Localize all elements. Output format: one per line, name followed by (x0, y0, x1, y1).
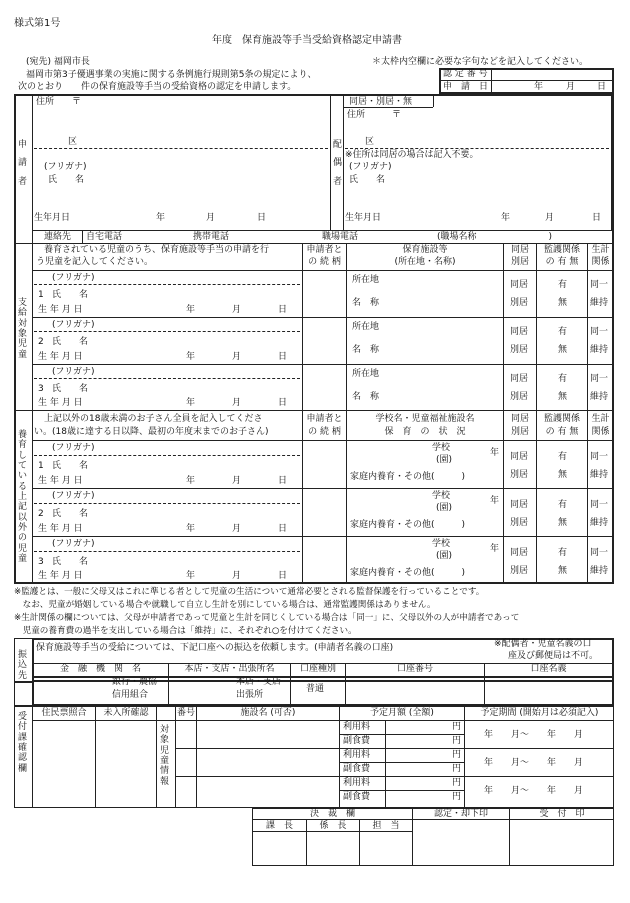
row-furigana: (フリガナ) (52, 539, 95, 549)
fee-label: 利用料 (343, 778, 371, 788)
cohab-value: 同居 (510, 452, 529, 462)
facility-head-reception: 施設名 (可否) (240, 708, 296, 718)
spouse-furigana: (フリガナ) (349, 162, 392, 172)
en-label: (園) (436, 551, 453, 561)
child-birth-label: 生 年 月 日 (38, 571, 83, 581)
home-care-label: 家庭内養育・その他( ) (350, 472, 466, 482)
location-label: 所在地 (352, 322, 380, 332)
reception-label: 受 付 課 確 認 欄 (18, 712, 28, 774)
transfer-text: 保育施設等手当の受給については、下記口座への振込を依頼します。(申請者名義の口座) (36, 643, 394, 653)
child-name-label: 氏 名 (52, 337, 89, 347)
nyusho-label: 未入所確認 (103, 708, 149, 718)
applicant-label: 申 請 者 (18, 140, 28, 187)
location-label: 所在地 (352, 275, 380, 285)
rel-head-2: の 続 柄 (308, 427, 341, 437)
period-head: 予定期間 (開始月は必須記入) (480, 708, 599, 718)
birth-year: 年 (186, 571, 196, 581)
spouse-birth-year: 年 (501, 213, 511, 223)
livelihood-head-1: 生計 (591, 245, 610, 255)
acct-type-value: 普通 (306, 684, 325, 694)
birth-month: 月 (232, 352, 242, 362)
apply-date-label: 申 請 日 (443, 82, 489, 92)
grade-year: 年 (490, 544, 500, 554)
spouse-ku: 区 (365, 137, 375, 147)
facility-name-label: 名 称 (352, 345, 380, 355)
bank-head: 金 融 機 関 名 (59, 664, 141, 674)
acct-no-head: 口座番号 (396, 664, 433, 674)
branch-type-1: 本店・支店 (236, 677, 282, 687)
birth-day: 日 (278, 398, 288, 408)
num-head: 番号 (176, 708, 195, 718)
facility-name-label: 名 称 (352, 298, 380, 308)
apply-date-day: 日 (597, 82, 607, 92)
transfer-note-1: ※配偶者・児童名義の口 (494, 639, 592, 649)
period-text: 年 月〜 年 月 (484, 730, 584, 740)
school-label: 学校 (432, 443, 451, 453)
work-phone-label: 職場電話 (322, 232, 359, 242)
transfer-note-2: 座及び郵便局は不可。 (508, 651, 599, 661)
child-name-label: 氏 名 (52, 509, 89, 519)
row-furigana: (フリガナ) (52, 443, 95, 453)
livelihood-head-2: 関係 (591, 257, 610, 267)
cohab-head-2: 別居 (510, 427, 529, 437)
child-name-label: 氏 名 (52, 461, 89, 471)
juminhyo-label: 住民票照合 (41, 708, 87, 718)
birth-day: 日 (278, 571, 288, 581)
facility-name-label: 名 称 (352, 392, 380, 402)
note-4: 児童の養育費の過半を支出している場合は「維持」に、それぞれ○を付けてください。 (14, 626, 357, 636)
work-name-label: (職場名称 ) (437, 232, 553, 242)
en-label: (園) (436, 455, 453, 465)
supervise-head-1: 監護関係 (543, 414, 580, 424)
cohab-head-1: 同居 (510, 414, 529, 424)
row-furigana: (フリガナ) (52, 273, 95, 283)
section2-head-2: い。(18歳に達する日以降、最初の年度末までのお子さん) (34, 427, 269, 437)
row-number: 3 (38, 384, 44, 394)
row-number: 3 (38, 557, 44, 567)
addressee: (宛先) 福岡市長 (26, 57, 90, 67)
row-furigana: (フリガナ) (52, 320, 95, 330)
rel-head-1: 申請者と (306, 414, 343, 424)
fill-note: ＊太枠内空欄に必要な字句などを記入してください。 (372, 57, 589, 67)
nashi-value: 無 (558, 566, 568, 576)
cohab-value: 同居 (510, 280, 529, 290)
note-1: ※監護とは、一般に父母又はこれに準じる者として児童の生活について通常必要とされる監督保護を行っていることです。 (14, 587, 485, 597)
home-care-label: 家庭内養育・その他( ) (350, 568, 466, 578)
nashi-value: 無 (558, 345, 568, 355)
yen-label: 円 (452, 722, 462, 732)
spouse-address-label: 住所 〒 (347, 110, 402, 120)
apply-date-year: 年 (534, 82, 544, 92)
cohab-head-2: 別居 (510, 257, 529, 267)
school-label: 学校 (432, 539, 451, 549)
section1-label: 支 給 対 象 児 童 (18, 298, 28, 360)
row-furigana: (フリガナ) (52, 491, 95, 501)
cohab-value: 同居 (510, 327, 529, 337)
maintain-value: 維持 (590, 470, 609, 480)
applicant-ku: 区 (68, 137, 78, 147)
period-text: 年 月〜 年 月 (484, 786, 584, 796)
maintain-value: 維持 (590, 298, 609, 308)
applicant-name-label: 氏 名 (48, 175, 85, 185)
separate-value: 別居 (510, 298, 529, 308)
nashi-value: 無 (558, 518, 568, 528)
row-furigana: (フリガナ) (52, 367, 95, 377)
school-label: 学校 (432, 491, 451, 501)
fee-label: 利用料 (343, 750, 371, 760)
child-name-label: 氏 名 (52, 290, 89, 300)
branch-head: 本店・支店・出張所名 (184, 664, 275, 674)
applicant-birth-year: 年 (156, 213, 166, 223)
ari-value: 有 (558, 548, 568, 558)
birth-day: 日 (278, 476, 288, 486)
yen-label: 円 (452, 736, 462, 746)
grade-year: 年 (490, 496, 500, 506)
child-birth-label: 生 年 月 日 (38, 524, 83, 534)
applicant-birth-label: 生年月日 (34, 213, 71, 223)
separate-value: 別居 (510, 518, 529, 528)
child-birth-label: 生 年 月 日 (38, 476, 83, 486)
birth-month: 月 (232, 398, 242, 408)
decision-head: 決 裁 欄 (309, 809, 355, 819)
cohab-head-1: 同居 (510, 245, 529, 255)
role-subsection-chief: 係 長 (319, 821, 347, 831)
birth-day: 日 (278, 305, 288, 315)
same-value: 同一 (590, 374, 609, 384)
section2-label: 養 育 し て い る 上 記 以 外 の 児 童 (18, 430, 28, 565)
row-number: 1 (38, 290, 44, 300)
home-care-label: 家庭内養育・その他( ) (350, 520, 466, 530)
transfer-label: 振 込 先 (18, 650, 28, 681)
spouse-name-label: 氏 名 (349, 175, 386, 185)
school-head-1: 学校名・児童福祉施設名 (375, 414, 475, 424)
birth-year: 年 (186, 476, 196, 486)
yen-label: 円 (452, 750, 462, 760)
spouse-label: 配 偶 者 (333, 140, 343, 187)
applicant-birth-day: 日 (257, 213, 267, 223)
same-value: 同一 (590, 500, 609, 510)
yen-label: 円 (452, 778, 462, 788)
period-text: 年 月〜 年 月 (484, 758, 584, 768)
ari-value: 有 (558, 280, 568, 290)
birth-year: 年 (186, 398, 196, 408)
birth-month: 月 (232, 571, 242, 581)
grade-year: 年 (490, 448, 500, 458)
mobile-phone-label: 携帯電話 (193, 232, 230, 242)
role-staff: 担 当 (372, 821, 400, 831)
same-value: 同一 (590, 327, 609, 337)
ari-value: 有 (558, 327, 568, 337)
nashi-value: 無 (558, 392, 568, 402)
rel-head-1: 申請者と (306, 245, 343, 255)
cohab-value: 同居 (510, 500, 529, 510)
facility-head-2: (所在地・名称) (394, 257, 456, 267)
separate-value: 別居 (510, 470, 529, 480)
bank-type-1: 銀行・農協 (112, 677, 158, 687)
section1-head-2: う児童を記入してください。 (36, 257, 154, 267)
maintain-value: 維持 (590, 345, 609, 355)
row-number: 1 (38, 461, 44, 471)
applicant-address-label: 住所 〒 (36, 97, 82, 107)
school-head-2: 保 育 の 状 況 (384, 427, 466, 437)
birth-day: 日 (278, 524, 288, 534)
maintain-value: 維持 (590, 392, 609, 402)
spouse-cohabit-label: 同居・別居・無 (349, 97, 413, 107)
en-label: (園) (436, 503, 453, 513)
role-section-chief: 課 長 (265, 821, 293, 831)
same-value: 同一 (590, 280, 609, 290)
fee-label: 副食費 (343, 792, 371, 802)
ari-value: 有 (558, 374, 568, 384)
birth-year: 年 (186, 352, 196, 362)
birth-year: 年 (186, 305, 196, 315)
note-3: ※生計関係の欄については、父母が申請者であって児童と生計を同じくしている場合は「同一」に、父母以外の人が申請者であって (14, 613, 520, 623)
ari-value: 有 (558, 452, 568, 462)
separate-value: 別居 (510, 345, 529, 355)
child-name-label: 氏 名 (52, 384, 89, 394)
fee-label: 副食費 (343, 764, 371, 774)
acct-type-head: 口座種別 (299, 664, 336, 674)
yen-label: 円 (452, 792, 462, 802)
birth-month: 月 (232, 476, 242, 486)
amount-head: 予定月額 (全額) (370, 708, 434, 718)
location-label: 所在地 (352, 369, 380, 379)
form-title: 年度 保育施設等手当受給資格認定申請書 (212, 35, 402, 46)
row-number: 2 (38, 337, 44, 347)
cohab-value: 同居 (510, 548, 529, 558)
fee-label: 副食費 (343, 736, 371, 746)
applicant-furigana: (フリガナ) (44, 162, 87, 172)
branch-type-2: 出張所 (236, 690, 264, 700)
row-number: 2 (38, 509, 44, 519)
spouse-birth-label: 生年月日 (345, 213, 382, 223)
bank-type-2: 信用組合 (112, 690, 149, 700)
nashi-value: 無 (558, 298, 568, 308)
spouse-address-note: ※住所は同居の場合は記入不要。 (345, 150, 479, 160)
same-value: 同一 (590, 548, 609, 558)
same-value: 同一 (590, 452, 609, 462)
child-birth-label: 生 年 月 日 (38, 352, 83, 362)
intro-line-2: 次のとおり 件の保育施設等手当の受給資格の認定を申請します。 (18, 82, 297, 92)
cohab-value: 同居 (510, 374, 529, 384)
separate-value: 別居 (510, 392, 529, 402)
rel-head-2: の 続 柄 (308, 257, 341, 267)
applicant-birth-month: 月 (206, 213, 216, 223)
supervise-head-1: 監護関係 (543, 245, 580, 255)
target-info-label: 対 象 児 童 情 報 (160, 725, 170, 787)
home-phone-label: 自宅電話 (86, 232, 123, 242)
liaison-label: 連絡先 (44, 232, 72, 242)
maintain-value: 維持 (590, 518, 609, 528)
acct-name-head: 口座名義 (530, 664, 567, 674)
birth-day: 日 (278, 352, 288, 362)
maintain-value: 維持 (590, 566, 609, 576)
facility-head-1: 保育施設等 (402, 245, 448, 255)
ari-value: 有 (558, 500, 568, 510)
intro-line-1: 福岡市第3子優遇事業の実施に関する条例施行規則第5条の規定により、 (26, 70, 317, 80)
spouse-birth-day: 日 (592, 213, 602, 223)
fee-label: 利用料 (343, 722, 371, 732)
birth-month: 月 (232, 305, 242, 315)
livelihood-head-1: 生計 (591, 414, 610, 424)
separate-value: 別居 (510, 566, 529, 576)
section2-head-1: 上記以外の18歳未満のお子さん全員を記入してくださ (44, 414, 263, 424)
livelihood-head-2: 関係 (591, 427, 610, 437)
child-name-label: 氏 名 (52, 557, 89, 567)
receipt-head: 受 付 印 (539, 809, 585, 819)
birth-year: 年 (186, 524, 196, 534)
nashi-value: 無 (558, 470, 568, 480)
section1-head-1: 養育されている児童のうち、保育施設等手当の申請を行 (44, 245, 270, 255)
supervise-head-2: の 有 無 (545, 257, 579, 267)
child-birth-label: 生 年 月 日 (38, 398, 83, 408)
child-birth-label: 生 年 月 日 (38, 305, 83, 315)
cert-no-label: 認 定 番 号 (443, 69, 488, 79)
yen-label: 円 (452, 764, 462, 774)
supervise-head-2: の 有 無 (545, 427, 579, 437)
form-number: 様式第1号 (14, 18, 61, 29)
birth-month: 月 (232, 524, 242, 534)
note-2: なお、児童が婚姻している場合や就職して自立し生計を別にしている場合は、通常監護関係はありません。 (14, 600, 436, 610)
spouse-birth-month: 月 (545, 213, 555, 223)
approve-head: 認定・却下印 (433, 809, 488, 819)
apply-date-month: 月 (566, 82, 576, 92)
